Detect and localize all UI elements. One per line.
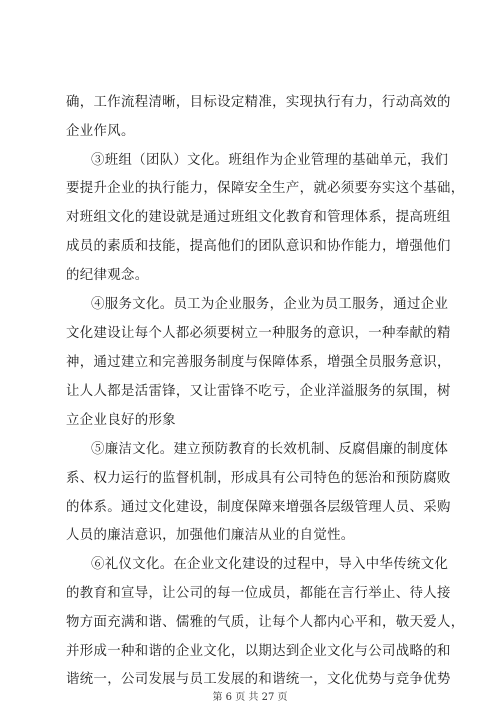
paragraph-integrity-culture-start: ⑤廉洁文化。建立预防教育的长效机制、反腐倡廉的制度体 xyxy=(91,442,449,457)
body-text-line: 文化建设让每个人都必须要树立一种服务的意识，一种奉献的精 xyxy=(66,326,451,341)
body-text-line: 要提升企业的执行能力，保障安全生产，就必须要夯实这个基础， xyxy=(66,181,465,196)
body-text-line: 人员的廉洁意识，加强他们廉洁从业的自觉性。 xyxy=(66,528,355,543)
body-text-line: 的纪律观念。 xyxy=(66,268,149,283)
body-text-line: 对班组文化的建设就是通过班组文化教育和管理体系，提高班组 xyxy=(66,210,451,225)
paragraph-team-culture-start: ③班组（团队）文化。班组作为企业管理的基础单元，我们 xyxy=(91,153,449,168)
paragraph-service-culture-start: ④服务文化。员工为企业服务，企业为员工服务，通过企业 xyxy=(91,297,449,312)
body-text-line: 谐统一，公司发展与员工发展的和谐统一，文化优势与竞争优势 xyxy=(66,672,451,687)
body-text-line: 成员的素质和技能，提高他们的团队意识和协作能力，增强他们 xyxy=(66,239,451,254)
body-text-line: 确，工作流程清晰，目标设定精准，实现执行有力，行动高效的 xyxy=(66,95,451,110)
paragraph-etiquette-culture-start: ⑥礼仪文化。在企业文化建设的过程中，导入中华传统文化 xyxy=(91,557,449,572)
body-text-line: 系、权力运行的监督机制，形成具有公司特色的惩治和预防腐败 xyxy=(66,471,451,486)
body-text-line: 物方面充满和谐、儒雅的气质，让每个人都内心平和，敬天爱人， xyxy=(66,615,465,630)
body-text-line: 并形成一种和谐的企业文化，以期达到企业文化与公司战略的和 xyxy=(66,644,451,659)
page-footer: 第 6 页 共 27 页 xyxy=(212,692,288,703)
body-text-line: 立企业良好的形象 xyxy=(66,413,176,428)
body-text-line: 让人人都是活雷锋，又让雷锋不吃亏，企业洋溢服务的氛围，树 xyxy=(66,384,451,399)
body-text-line: 企业作风。 xyxy=(66,124,135,139)
body-text-line: 的体系。通过文化建设，制度保障来增强各层级管理人员、采购 xyxy=(66,500,451,515)
body-text-line: 神，通过建立和完善服务制度与保障体系，增强全员服务意识， xyxy=(66,355,451,370)
body-text-line: 的教育和宣导，让公司的每一位成员，都能在言行举止、待人接 xyxy=(66,586,451,601)
